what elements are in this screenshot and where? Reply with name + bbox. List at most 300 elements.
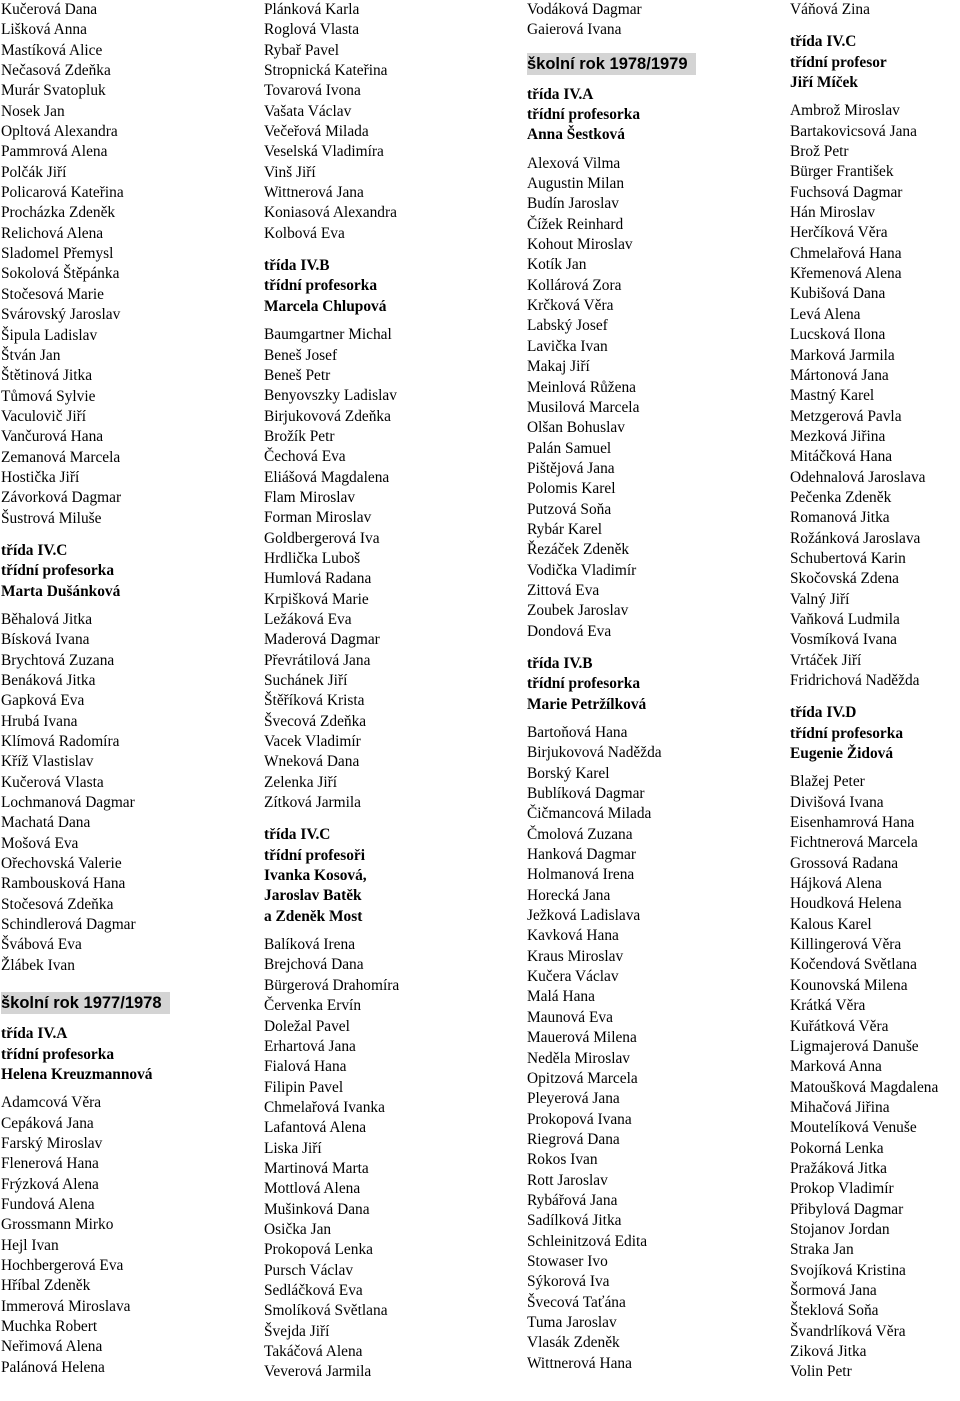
list-item: [264, 386, 514, 406]
list-item: [527, 947, 777, 967]
column-4: [790, 0, 960, 1383]
list-item: [527, 1313, 777, 1333]
list-item: [264, 102, 514, 122]
list-item: [1, 752, 251, 772]
spacer: [527, 642, 777, 654]
list-item: [264, 366, 514, 386]
student-name: Labský Josef: [527, 317, 608, 335]
list-item: [264, 142, 514, 162]
student-name: Farský Miroslav: [1, 1134, 103, 1152]
list-item: [264, 1139, 514, 1159]
list-item: [1, 285, 251, 305]
list-item: [1, 956, 251, 976]
list-item: [790, 854, 960, 874]
list-item: [1, 1195, 251, 1215]
spacer: [1, 976, 251, 988]
spacer: [790, 764, 960, 772]
list-item: [527, 865, 777, 885]
list-item: [790, 122, 960, 142]
list-item: [1, 1154, 251, 1174]
student-name: Sýkorová Iva: [527, 1273, 610, 1291]
student-name: Švandrlíková Věra: [790, 1322, 906, 1340]
student-name: Skočovská Zdena: [790, 570, 899, 588]
school-year-heading: školní rok 1977/1978: [1, 992, 170, 1014]
list-item: [1, 163, 251, 183]
student-name: Kraus Miroslav: [527, 947, 624, 965]
list-item: [790, 1057, 960, 1077]
student-name: Osička Jan: [264, 1220, 332, 1238]
list-item: [790, 955, 960, 975]
list-item: [790, 651, 960, 671]
student-name: Prokopová Ivana: [527, 1110, 632, 1128]
student-name: Vrtáček Jiří: [790, 651, 862, 669]
student-name: Vlasák Zdeněk: [527, 1334, 620, 1352]
student-name: Hostička Jiří: [1, 468, 80, 486]
class-heading: třída IV.A: [527, 85, 594, 103]
student-name: Kollárová Zora: [527, 276, 622, 294]
list-item: [527, 255, 777, 275]
student-name: Pammrová Alena: [1, 143, 108, 161]
list-item: [264, 163, 514, 183]
list-item: [790, 162, 960, 182]
student-name: Přibylová Dagmar: [790, 1200, 904, 1218]
class-heading: Jiří Míček: [790, 74, 858, 92]
list-item: [1, 813, 251, 833]
student-name: Odehnalová Jaroslava: [790, 468, 926, 486]
list-item: [527, 723, 777, 743]
student-name: Šipula Ladislav: [1, 326, 98, 344]
student-name: Gaierová Ivana: [527, 21, 622, 39]
list-item: [1, 1276, 251, 1296]
student-name: Houdková Helena: [790, 895, 902, 913]
student-name: Kalous Karel: [790, 915, 872, 933]
student-name: Ligmajerová Danuše: [790, 1037, 919, 1055]
student-name: Riegrová Dana: [527, 1130, 620, 1148]
student-name: Wittnerová Jana: [264, 184, 364, 202]
student-name: Bublíková Dagmar: [527, 785, 645, 803]
list-item: [1, 427, 251, 447]
spacer: [790, 20, 960, 32]
spacer: [264, 927, 514, 935]
list-item: [790, 549, 960, 569]
list-item: [264, 183, 514, 203]
list-item: [527, 926, 777, 946]
list-item: [1, 468, 251, 488]
list-item: [1, 1317, 251, 1337]
list-item: [1, 1297, 251, 1317]
student-name: Cepáková Jana: [1, 1114, 94, 1132]
heading-row: [264, 825, 514, 845]
list-item: [790, 1322, 960, 1342]
list-item: [264, 1159, 514, 1179]
list-item: [527, 215, 777, 235]
list-item: [1, 509, 251, 529]
class-heading: třídní profesorka: [790, 724, 904, 742]
list-item: [1, 183, 251, 203]
student-name: Kříž Vlastislav: [1, 753, 94, 771]
list-item: [1, 1175, 251, 1195]
student-name: Opitzová Marcela: [527, 1069, 638, 1087]
class-heading: třídní profesorka: [1, 1045, 115, 1063]
list-item: [527, 581, 777, 601]
student-name: Procházka Zdeněk: [1, 204, 116, 222]
list-item: [264, 1281, 514, 1301]
heading-row: [790, 724, 960, 744]
list-item: [264, 610, 514, 630]
heading-row: [1, 582, 251, 602]
student-name: Matoušková Magdalena: [790, 1078, 939, 1096]
heading-row: [527, 695, 777, 715]
list-item: [790, 833, 960, 853]
list-item: [790, 935, 960, 955]
list-item: [264, 508, 514, 528]
list-item: [527, 1150, 777, 1170]
class-heading: Marie Petržílková: [527, 695, 647, 713]
spacer: [527, 715, 777, 723]
student-name: Kavková Hana: [527, 927, 619, 945]
list-item: [527, 1333, 777, 1353]
student-name: Grossmann Mirko: [1, 1216, 114, 1234]
list-item: [1, 1114, 251, 1134]
list-item: [790, 468, 960, 488]
student-name: Budín Jaroslav: [527, 195, 619, 213]
student-name: Sadílková Jitka: [527, 1212, 622, 1230]
student-name: Stowaser Ivo: [527, 1252, 608, 1270]
class-heading: třída IV.A: [1, 1025, 68, 1043]
list-item: [527, 622, 777, 642]
list-item: [790, 630, 960, 650]
list-item: [790, 1179, 960, 1199]
list-item: [527, 520, 777, 540]
heading-row: [1, 541, 251, 561]
list-item: [264, 427, 514, 447]
list-item: [264, 1220, 514, 1240]
list-item: [1, 732, 251, 752]
list-item: [790, 915, 960, 935]
list-item: [527, 1171, 777, 1191]
heading-row: [1, 1045, 251, 1065]
student-name: Birjukovová Zdeňka: [264, 407, 391, 425]
list-item: [527, 967, 777, 987]
list-item: [264, 935, 514, 955]
list-item: [790, 305, 960, 325]
list-item: [527, 1049, 777, 1069]
list-item: [527, 1232, 777, 1252]
list-item: [264, 1240, 514, 1260]
student-name: Moutelíková Venuše: [790, 1119, 917, 1137]
list-item: [264, 224, 514, 244]
student-name: Švecová Taťána: [527, 1293, 626, 1311]
list-item: [1, 407, 251, 427]
list-item: [790, 1301, 960, 1321]
list-item: [1, 1256, 251, 1276]
list-item: [527, 601, 777, 621]
list-item: [527, 784, 777, 804]
student-name: Fundová Alena: [1, 1195, 95, 1213]
student-name: Herčíková Věra: [790, 224, 888, 242]
column-3: [527, 0, 777, 1374]
heading-row: [790, 32, 960, 52]
student-name: Ořechovská Valerie: [1, 855, 122, 873]
list-item: [790, 1240, 960, 1260]
heading-row: [264, 297, 514, 317]
list-item: [790, 346, 960, 366]
list-item: [264, 1342, 514, 1362]
student-name: Krpišková Marie: [264, 590, 369, 608]
heading-row: [527, 654, 777, 674]
student-name: Brožík Petr: [264, 427, 335, 445]
list-item: [264, 1200, 514, 1220]
student-name: Klímová Radomíra: [1, 733, 120, 751]
student-name: Štěříková Krista: [264, 692, 365, 710]
list-item: [790, 1118, 960, 1138]
student-name: Krčková Věra: [527, 297, 614, 315]
heading-row: [790, 53, 960, 73]
list-item: [264, 407, 514, 427]
list-item: [1, 1236, 251, 1256]
student-name: Nečasová Zdeňka: [1, 62, 111, 80]
list-item: [527, 276, 777, 296]
list-item: [527, 337, 777, 357]
student-name: Převrátilová Jana: [264, 651, 371, 669]
student-name: Hříbal Zdeněk: [1, 1277, 91, 1295]
student-name: Svojíková Kristina: [790, 1261, 906, 1279]
list-item: [527, 194, 777, 214]
student-name: Eisenhamrová Hana: [790, 814, 915, 832]
student-name: Šormová Jana: [790, 1281, 877, 1299]
student-name: Opltová Alexandra: [1, 123, 118, 141]
list-item: [790, 0, 960, 20]
list-item: [790, 976, 960, 996]
list-item: [264, 325, 514, 345]
list-item: [527, 561, 777, 581]
spacer: [1, 529, 251, 541]
list-item: [264, 691, 514, 711]
student-name: Musilová Marcela: [527, 398, 640, 416]
class-heading: třída IV.D: [790, 704, 857, 722]
student-name: Vančurová Hana: [1, 428, 104, 446]
list-item: [1, 224, 251, 244]
list-item: [790, 244, 960, 264]
student-name: Chmelařová Ivanka: [264, 1098, 385, 1116]
student-name: Maunová Eva: [527, 1008, 613, 1026]
student-name: Koniasová Alexandra: [264, 204, 397, 222]
student-name: Wneková Dana: [264, 753, 360, 771]
heading-row: [1, 1024, 251, 1044]
student-name: Killingerová Věra: [790, 936, 902, 954]
student-name: Pursch Václav: [264, 1261, 354, 1279]
student-name: Neděla Miroslav: [527, 1049, 631, 1067]
student-name: Pražáková Jitka: [790, 1159, 888, 1177]
student-name: Pištějová Jana: [527, 459, 615, 477]
student-name: Sedláčková Eva: [264, 1281, 363, 1299]
student-name: Zelenka Jiří: [264, 773, 338, 791]
student-name: Štván Jan: [1, 346, 61, 364]
student-name: Mastný Karel: [790, 387, 875, 405]
list-item: [790, 569, 960, 589]
student-name: Blažej Peter: [790, 773, 865, 791]
student-name: Vodáková Dagmar: [527, 1, 642, 18]
class-heading: Marcela Chlupová: [264, 297, 387, 315]
heading-row: [790, 744, 960, 764]
student-name: Bürger František: [790, 163, 894, 181]
spacer: [264, 317, 514, 325]
list-item: [1, 81, 251, 101]
student-name: Schleinitzová Edita: [527, 1232, 648, 1250]
list-item: [264, 1179, 514, 1199]
student-name: Humlová Radana: [264, 570, 372, 588]
student-name: Čičmancová Milada: [527, 805, 652, 823]
student-name: Vodička Vladimír: [527, 561, 637, 579]
list-item: [790, 366, 960, 386]
student-name: Kuřátková Věra: [790, 1017, 889, 1035]
class-heading: třídní profesorka: [527, 675, 641, 693]
list-item: [790, 203, 960, 223]
list-item: [1, 935, 251, 955]
heading-row: [790, 703, 960, 723]
class-heading: Ivanka Kosová,: [264, 867, 367, 885]
student-name: Fuchsová Dagmar: [790, 183, 903, 201]
class-heading: a Zdeněk Most: [264, 907, 363, 925]
student-name: Kučerová Dana: [1, 1, 98, 18]
student-name: Závorková Dagmar: [1, 489, 122, 507]
student-name: Ležáková Eva: [264, 610, 352, 628]
list-item: [527, 743, 777, 763]
list-item: [790, 508, 960, 528]
student-name: Nosek Jan: [1, 102, 65, 120]
student-name: Zoubek Jaroslav: [527, 602, 629, 620]
class-heading: třídní profesorka: [527, 106, 641, 124]
list-item: [790, 793, 960, 813]
student-name: Ziková Jitka: [790, 1343, 867, 1360]
student-name: Martinová Marta: [264, 1159, 369, 1177]
student-name: Bartoňová Hana: [527, 724, 628, 741]
spacer: [790, 691, 960, 703]
student-name: Hanková Dagmar: [527, 846, 636, 864]
student-name: Kolbová Eva: [264, 224, 345, 242]
student-name: Kounovská Milena: [790, 976, 908, 994]
list-item: [264, 1098, 514, 1118]
student-name: Goldbergerová Iva: [264, 529, 380, 547]
student-name: Palán Samuel: [527, 439, 612, 457]
student-name: Flenerová Hana: [1, 1155, 99, 1173]
student-name: Machatá Dana: [1, 814, 91, 832]
student-name: Zemanová Marcela: [1, 448, 121, 466]
student-name: Eliášová Magdalena: [264, 468, 390, 486]
student-name: Doležal Pavel: [264, 1017, 350, 1035]
spacer: [1, 1085, 251, 1093]
list-item: [264, 955, 514, 975]
student-name: Kučera Václav: [527, 968, 619, 986]
student-name: Řezáček Zdeněk: [527, 541, 630, 559]
list-item: [264, 81, 514, 101]
list-item: [527, 1089, 777, 1109]
list-item: [527, 479, 777, 499]
list-item: [790, 996, 960, 1016]
student-name: Neřimová Alena: [1, 1338, 103, 1356]
student-name: Borský Karel: [527, 764, 610, 782]
student-name: Mihačová Jiřina: [790, 1098, 890, 1116]
student-name: Putzová Soňa: [527, 500, 612, 518]
list-item: [264, 61, 514, 81]
student-name: Mošová Eva: [1, 834, 79, 852]
student-name: Adamcová Věra: [1, 1094, 102, 1112]
list-item: [790, 264, 960, 284]
student-name: Rybár Karel: [527, 520, 603, 538]
student-name: Straka Jan: [790, 1241, 854, 1259]
student-name: Policarová Kateřina: [1, 184, 124, 202]
student-name: Brož Petr: [790, 143, 849, 161]
class-heading: Marta Dušánková: [1, 582, 121, 600]
student-name: Pečenka Zdeněk: [790, 488, 892, 506]
heading-row: [527, 85, 777, 105]
list-item: [1, 1358, 251, 1378]
spacer: [264, 244, 514, 256]
class-heading: Eugenie Židová: [790, 745, 894, 763]
student-name: Kohout Miroslav: [527, 236, 633, 254]
student-name: Lafantová Alena: [264, 1119, 367, 1137]
school-year-heading: školní rok 1978/1979: [527, 53, 696, 75]
student-name: Flam Miroslav: [264, 488, 356, 506]
student-name: Kubišová Dana: [790, 285, 886, 303]
list-item: [1, 915, 251, 935]
list-item: [527, 20, 777, 40]
list-item: [527, 459, 777, 479]
list-item: [264, 468, 514, 488]
student-name: Forman Miroslav: [264, 509, 372, 527]
student-name: Valný Jiří: [790, 590, 850, 608]
list-item: [264, 346, 514, 366]
list-item: [1, 448, 251, 468]
class-heading: třídní profesoři: [264, 846, 366, 864]
list-item: [790, 284, 960, 304]
student-name: Fridrichová Naděžda: [790, 672, 920, 689]
student-name: Veverová Jarmila: [264, 1363, 372, 1381]
student-name: Mottlová Alena: [264, 1180, 361, 1198]
list-item: [527, 845, 777, 865]
list-item: [1, 1093, 251, 1113]
list-item: [264, 712, 514, 732]
heading-row: [1, 1065, 251, 1085]
student-name: Zítková Jarmila: [264, 794, 362, 812]
student-name: Gapková Eva: [1, 692, 85, 710]
list-item: [264, 732, 514, 752]
student-name: Pokorná Lenka: [790, 1139, 884, 1157]
list-item: [790, 1139, 960, 1159]
list-item: [264, 1078, 514, 1098]
heading-row: [264, 866, 514, 886]
list-item: [790, 590, 960, 610]
student-name: Olšan Bohuslav: [527, 419, 625, 437]
list-item: [1, 773, 251, 793]
student-name: Lucsková Ilona: [790, 326, 886, 344]
student-name: Veselská Vladimíra: [264, 143, 384, 161]
list-item: [264, 569, 514, 589]
student-name: Vinš Jiří: [264, 163, 316, 181]
list-item: [527, 1211, 777, 1231]
student-name: Meinlová Růžena: [527, 378, 636, 396]
student-name: Ježková Ladislava: [527, 907, 641, 925]
student-name: Palánová Helena: [1, 1358, 105, 1376]
student-name: Brychtová Zuzana: [1, 651, 115, 669]
list-item: [1, 326, 251, 346]
student-name: Beneš Josef: [264, 346, 338, 364]
student-name: Vacek Vladimír: [264, 733, 361, 751]
student-name: Schubertová Karin: [790, 549, 906, 567]
student-name: Brejchová Dana: [264, 956, 364, 974]
list-item: [527, 825, 777, 845]
list-item: [790, 1200, 960, 1220]
